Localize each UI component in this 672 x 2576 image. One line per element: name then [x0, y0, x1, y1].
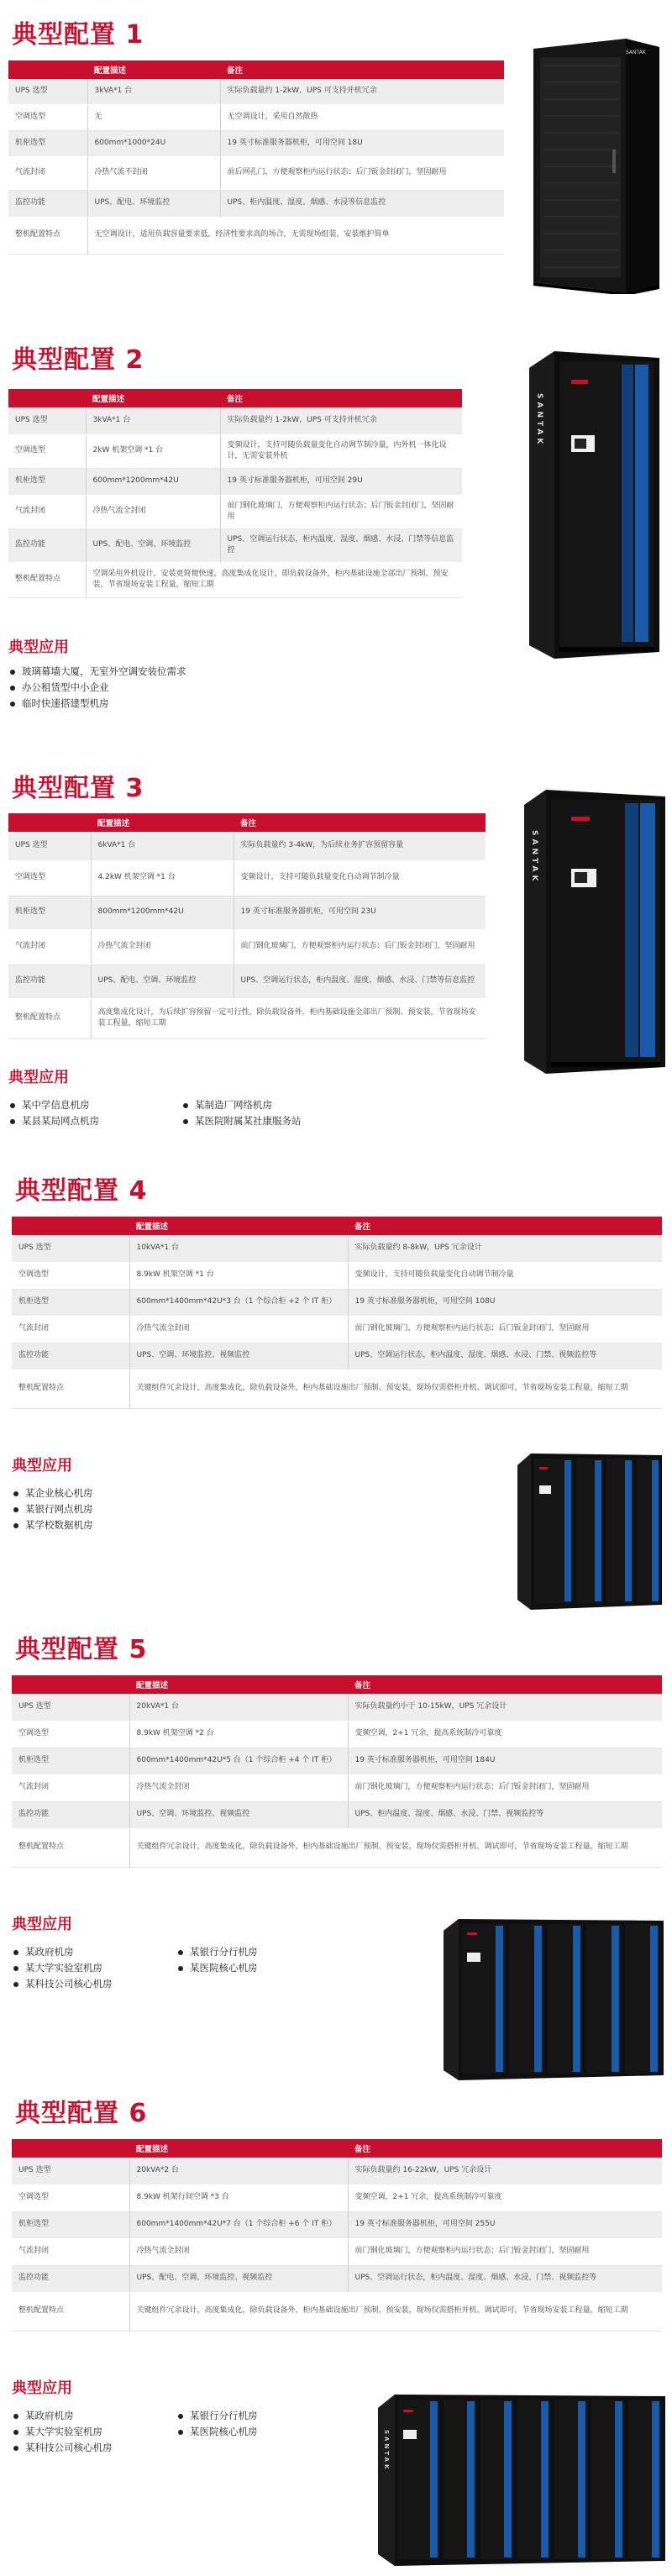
- header-cell: 备注: [234, 813, 486, 832]
- list-item: 某企业核心机房: [13, 1485, 93, 1501]
- cabinet-logo: SANTAK: [530, 830, 538, 885]
- table-row: [8, 130, 504, 156]
- row-label: 气流封闭: [8, 929, 91, 965]
- table-row: [12, 1774, 662, 1801]
- row-note: 实际负载量约 1-2kW，UPS 可支持并机冗余: [220, 79, 504, 104]
- section-title: 典型配置 4: [15, 1176, 148, 1206]
- header-cell: [12, 2139, 129, 2158]
- row-note: 实际负载量约 1-2kW，UPS 可支持并机冗余: [220, 407, 462, 434]
- row-note: 变频空调，2+1 冗余，提高系统制冷可靠度: [348, 1721, 662, 1748]
- table-row: [12, 2184, 662, 2211]
- row-label: 整机配置特点: [8, 217, 87, 254]
- table-row: [12, 1828, 662, 1867]
- row-note: UPS、柜内温度、湿度、烟感、水浸、门禁、视频监控等: [348, 1801, 662, 1828]
- row-config: 3kVA*1 台: [86, 407, 220, 434]
- header-cell: [12, 1217, 129, 1235]
- row-label: 机柜选型: [12, 1289, 129, 1316]
- list-item: 某科技公司核心机房: [13, 2440, 113, 2456]
- row-label: 整机配置特点: [12, 1369, 129, 1408]
- header-cell: 配置描述: [129, 1217, 348, 1235]
- header-cell: 配置描述: [86, 389, 220, 407]
- row-label: 空调选型: [12, 1262, 129, 1289]
- table-row: [12, 1694, 662, 1721]
- list-item: 某县某局网点机房: [10, 1113, 99, 1129]
- row-note: 19 英寸标准服务器机柜，可用空间 108U: [348, 1289, 662, 1316]
- header-cell: [8, 389, 86, 407]
- row-config: UPS、配电、空调、环境监控、视频监控: [129, 2265, 348, 2292]
- row-label: 机柜选型: [8, 896, 91, 929]
- header-cell: 备注: [348, 1217, 662, 1235]
- row-label: 监控功能: [12, 2265, 129, 2292]
- app-heading: 典型应用: [12, 1916, 72, 1933]
- table-row: [8, 79, 504, 104]
- app-list: [178, 2408, 258, 2440]
- row-label: 气流封闭: [12, 1774, 129, 1801]
- row-config: 2kW 机架空调 *1 台: [86, 434, 220, 468]
- section-title: 典型配置 1: [12, 20, 144, 50]
- row-note: 前后网孔门，方便观察柜内运行状态；后门钣金封闭门，坚固耐用: [220, 156, 504, 190]
- table-row: [12, 1316, 662, 1343]
- row-config: 关键组件冗余设计，高度集成化，除负载设备外，柜内基础设施出厂预制、预安装，现场仅需搭柜并机、调试即可，节省现场安装工程量，缩短工期: [129, 2292, 662, 2331]
- table-header: [8, 389, 462, 407]
- row-config: 冷热气流全封闭: [129, 1774, 348, 1801]
- row-config: 关键组件冗余设计，高度集成化，除负载设备外，柜内基础设施出厂预制、预安装，现场仅需搭柜并机、调试即可，节省现场安装工程量，缩短工期: [129, 1828, 662, 1867]
- app-list: [10, 664, 186, 712]
- table-row: [8, 495, 462, 528]
- row-config: 6kVA*1 台: [91, 832, 234, 860]
- row-note: 变频设计，支持可随负载量变化自动调节制冷量: [234, 860, 486, 896]
- list-item: 玻璃幕墙大厦，无室外空调安装位需求: [10, 664, 186, 680]
- table-row: [8, 156, 504, 190]
- list-item: 某银行分行机房: [178, 2408, 258, 2424]
- row-config: 20kVA*1 台: [129, 1694, 348, 1721]
- row-label: 空调选型: [8, 434, 86, 468]
- table-row: [12, 1343, 662, 1369]
- row-config: 冷热气流全封闭: [86, 495, 220, 528]
- row-config: 冷热气流全封闭: [129, 1316, 348, 1343]
- header-cell: 备注: [348, 2139, 662, 2158]
- row-config: 冷热气流不封闭: [87, 156, 220, 190]
- app-list: [183, 1097, 302, 1129]
- app-list: [10, 1097, 99, 1129]
- row-config: 600mm*1400mm*42U*3 台（1 个综合柜 +2 个 IT 柜）: [129, 1289, 348, 1316]
- table-row: [8, 407, 462, 434]
- header-cell: 配置描述: [87, 60, 220, 79]
- row-config: UPS、配电、环境监控: [87, 190, 220, 217]
- table-row: [12, 2158, 662, 2184]
- table-row: [8, 860, 486, 896]
- spec-table: [8, 813, 486, 1039]
- cabinet-image: [375, 2388, 669, 2571]
- cabinet-logo: SANTAK: [535, 393, 543, 448]
- row-config: 8.9kW 机架行间空调 *3 台: [129, 2184, 348, 2211]
- row-label: 空调选型: [12, 1721, 129, 1748]
- table-row: [12, 2211, 662, 2238]
- row-note: 变频空调，2+1 冗余，提高系统制冷可靠度: [348, 2184, 662, 2211]
- row-note: 实际负载量约小于 10-15kW，UPS 冗余设计: [348, 1694, 662, 1721]
- list-item: 某大学实验室机房: [13, 1960, 113, 1976]
- app-heading: 典型应用: [12, 2379, 72, 2397]
- row-label: 整机配置特点: [8, 562, 86, 597]
- cabinet-image: [514, 1447, 665, 1615]
- row-label: 机柜选型: [12, 1748, 129, 1774]
- row-config: 4.2kW 机架空调 *1 台: [91, 860, 234, 896]
- row-label: 整机配置特点: [8, 998, 91, 1038]
- row-label: 监控功能: [8, 190, 87, 217]
- row-label: 整机配置特点: [12, 1828, 129, 1867]
- row-label: 机柜选型: [8, 130, 87, 156]
- row-note: 19 英寸标准服务器机柜，可用空间 29U: [220, 468, 462, 495]
- row-config: 20kVA*2 台: [129, 2158, 348, 2184]
- cabinet-logo: SANTAK: [626, 50, 646, 55]
- row-label: 空调选型: [8, 104, 87, 130]
- spec-table: [8, 60, 504, 255]
- cabinet-image: [440, 1912, 667, 2085]
- spec-table: [12, 1217, 662, 1409]
- row-note: 无空调设计，采用自然散热: [220, 104, 504, 130]
- row-config: 空调采用外机设计，安装更简便快速，高度集成化设计，即负载设备外，柜内基础设施全部出厂预制、预安装，节省现场安装工程量，缩短工期: [86, 562, 462, 597]
- row-label: UPS 选型: [8, 79, 87, 104]
- list-item: 某医院核心机房: [178, 2424, 258, 2440]
- row-config: 600mm*1400mm*42U*7 台（1 个综合柜 +6 个 IT 柜）: [129, 2211, 348, 2238]
- list-item: 某政府机房: [13, 2408, 113, 2424]
- row-label: 整机配置特点: [12, 2292, 129, 2331]
- row-label: UPS 选型: [8, 832, 91, 860]
- header-cell: 备注: [220, 389, 462, 407]
- section-title: 典型配置 6: [15, 2099, 148, 2128]
- cabinet-image: [521, 783, 672, 1077]
- cabinet-logo: SANTAK: [383, 2430, 390, 2472]
- table-row: [8, 468, 462, 495]
- table-row: [12, 1801, 662, 1828]
- row-config: 8.9kW 机架空调 *2 台: [129, 1721, 348, 1748]
- spec-table: [8, 389, 462, 598]
- row-config: 3kVA*1 台: [87, 79, 220, 104]
- row-note: UPS、空调运行状态，柜内温度、湿度、烟感、水浸、门禁、视频监控等: [348, 1343, 662, 1369]
- row-label: 机柜选型: [12, 2211, 129, 2238]
- row-note: 实际负载量约 8-8kW，UPS 冗余设计: [348, 1235, 662, 1262]
- row-config: 10kVA*1 台: [129, 1235, 348, 1262]
- row-note: 前门钢化玻璃门，方便观察柜内运行状态；后门钣金封闭门，坚固耐用: [220, 495, 462, 528]
- list-item: 某医院附属某社康服务站: [183, 1113, 302, 1129]
- section-title: 典型配置 2: [12, 345, 144, 375]
- table-header: [8, 60, 504, 79]
- row-note: 前门钢化玻璃门，方便观察柜内运行状态；后门钣金封闭门，坚固耐用: [348, 1774, 662, 1801]
- row-config: UPS、配电、空调、环境监控: [86, 528, 220, 562]
- table-row: [12, 1262, 662, 1289]
- row-note: 实际负载量约 16-22kW，UPS 冗余设计: [348, 2158, 662, 2184]
- row-note: 实际负载量约 3-4kW，为后续业务扩容预留容量: [234, 832, 486, 860]
- table-header: [12, 2139, 662, 2158]
- header-cell: [8, 60, 87, 79]
- row-config: 600mm*1400mm*42U*5 台（1 个综合柜 +4 个 IT 柜）: [129, 1748, 348, 1774]
- table-row: [12, 2292, 662, 2331]
- table-header: [8, 813, 486, 832]
- table-row: [12, 1748, 662, 1774]
- table-row: [8, 528, 462, 562]
- row-note: UPS、空调运行状态，柜内温度、湿度、烟感、水浸、门禁等信息监控: [234, 965, 486, 998]
- row-config: 高度集成化设计，为后续扩容预留一定可行性，除负载设备外，柜内基础设施全部出厂预制、预安装，节省现场安装工程量，缩短工期: [91, 998, 486, 1038]
- row-label: 监控功能: [12, 1801, 129, 1828]
- row-note: 19 英寸标准服务器机柜，可用空间 18U: [220, 130, 504, 156]
- app-list: [178, 1944, 258, 1976]
- row-label: 气流封闭: [8, 495, 86, 528]
- table-row: [8, 217, 504, 254]
- header-cell: [12, 1675, 129, 1694]
- row-config: 8.9kW 机架空调 *1 台: [129, 1262, 348, 1289]
- header-cell: [8, 813, 91, 832]
- row-label: 空调选型: [12, 2184, 129, 2211]
- row-config: UPS、空调、环境监控、视频监控: [129, 1343, 348, 1369]
- list-item: 某银行分行机房: [178, 1944, 258, 1960]
- row-note: 前门钢化玻璃门，方便观察柜内运行状态；后门钣金封闭门，坚固耐用: [348, 1316, 662, 1343]
- header-cell: 配置描述: [129, 1675, 348, 1694]
- row-label: 气流封闭: [8, 156, 87, 190]
- app-heading: 典型应用: [8, 1069, 69, 1086]
- section-title: 典型配置 3: [12, 774, 144, 803]
- list-item: 某科技公司核心机房: [13, 1976, 113, 1992]
- table-row: [8, 562, 462, 597]
- table-header: [12, 1675, 662, 1694]
- row-note: 19 英寸标准服务器机柜，可用空间 23U: [234, 896, 486, 929]
- table-row: [8, 434, 462, 468]
- table-row: [8, 965, 486, 998]
- row-note: 前门钢化玻璃门，方便观察柜内运行状态；后门钣金封闭门，坚固耐用: [234, 929, 486, 965]
- row-label: UPS 选型: [12, 1694, 129, 1721]
- table-row: [8, 998, 486, 1038]
- row-config: 冷热气流全封闭: [129, 2238, 348, 2265]
- list-item: 某政府机房: [13, 1944, 113, 1960]
- app-list: [13, 1944, 113, 1992]
- app-list: [13, 2408, 113, 2456]
- row-label: 机柜选型: [8, 468, 86, 495]
- table-row: [12, 2238, 662, 2265]
- row-label: 气流封闭: [12, 1316, 129, 1343]
- list-item: 某大学实验室机房: [13, 2424, 113, 2440]
- list-item: 某学校数据机房: [13, 1517, 93, 1533]
- table-row: [12, 1369, 662, 1408]
- row-config: 无空调设计，适用负载容量要求低，经济性要求高的场合，无需现场组装，安装维护简单: [87, 217, 504, 254]
- table-row: [8, 832, 486, 860]
- app-heading: 典型应用: [8, 639, 69, 656]
- header-cell: 配置描述: [129, 2139, 348, 2158]
- row-note: UPS、空调运行状态，柜内温度、湿度、烟感、水浸、门禁、视频监控等: [348, 2265, 662, 2292]
- row-label: UPS 选型: [8, 407, 86, 434]
- header-cell: 备注: [348, 1675, 662, 1694]
- list-item: 某医院核心机房: [178, 1960, 258, 1976]
- table-header: [12, 1217, 662, 1235]
- row-config: 无: [87, 104, 220, 130]
- section-title: 典型配置 5: [15, 1635, 148, 1664]
- row-label: UPS 选型: [12, 1235, 129, 1262]
- table-row: [12, 1721, 662, 1748]
- row-config: 600mm*1000*24U: [87, 130, 220, 156]
- row-label: 监控功能: [8, 528, 86, 562]
- row-label: 空调选型: [8, 860, 91, 896]
- row-note: 前门钢化玻璃门，方便观察柜内运行状态；后门钣金封闭门，坚固耐用: [348, 2238, 662, 2265]
- list-item: 临时快速搭建型机房: [10, 696, 186, 712]
- row-config: 冷热气流全封闭: [91, 929, 234, 965]
- row-note: UPS、柜内温度、湿度、烟感、水浸等信息监控: [220, 190, 504, 217]
- table-row: [8, 190, 504, 217]
- header-cell: 备注: [220, 60, 504, 79]
- app-heading: 典型应用: [12, 1457, 72, 1475]
- row-note: 19 英寸标准服务器机柜，可用空间 255U: [348, 2211, 662, 2238]
- cabinet-image: [525, 32, 664, 294]
- row-note: 19 英寸标准服务器机柜，可用空间 184U: [348, 1748, 662, 1774]
- list-item: 办公租赁型中小企业: [10, 680, 186, 696]
- row-config: 800mm*1200mm*42U: [91, 896, 234, 929]
- table-row: [8, 104, 504, 130]
- table-row: [12, 1289, 662, 1316]
- row-config: UPS、空调、环境监控、视频监控: [129, 1801, 348, 1828]
- list-item: 某银行网点机房: [13, 1501, 93, 1517]
- row-config: 600mm*1200mm*42U: [86, 468, 220, 495]
- table-row: [8, 896, 486, 929]
- row-config: UPS、配电、空调、环境监控: [91, 965, 234, 998]
- table-row: [12, 2265, 662, 2292]
- list-item: 某中学信息机房: [10, 1097, 99, 1113]
- row-note: UPS、空调运行状态，柜内温度、湿度、烟感、水浸、门禁等信息监控: [220, 528, 462, 562]
- cabinet-image: [521, 343, 668, 662]
- row-label: 监控功能: [8, 965, 91, 998]
- row-note: 变频设计，支持可随负载量变化自动调节制冷量，内外机一体化设计，无需安装外机: [220, 434, 462, 468]
- row-note: 变频设计，支持可随负载量变化自动调节制冷量: [348, 1262, 662, 1289]
- header-cell: 配置描述: [91, 813, 234, 832]
- row-label: 监控功能: [12, 1343, 129, 1369]
- spec-table: [12, 2139, 662, 2332]
- table-row: [12, 1235, 662, 1262]
- list-item: 某制造厂网络机房: [183, 1097, 302, 1113]
- row-label: UPS 选型: [12, 2158, 129, 2184]
- row-label: 气流封闭: [12, 2238, 129, 2265]
- app-list: [13, 1485, 93, 1533]
- row-config: 关键组件冗余设计，高度集成化，除负载设备外，柜内基础设施出厂预制、预安装，现场仅需搭柜并机、调试即可，节省现场安装工程量，缩短工期: [129, 1369, 662, 1408]
- table-row: [8, 929, 486, 965]
- spec-table: [12, 1675, 662, 1868]
